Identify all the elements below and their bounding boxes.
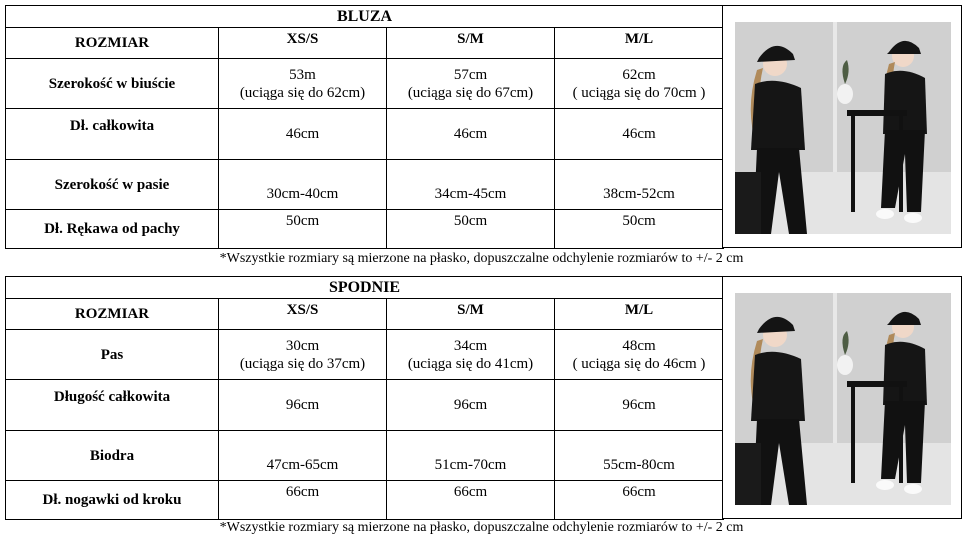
bluza-footnote: *Wszystkie rozmiary są mierzone na płasko, dopuszczalne odchylenie rozmiarów to +/- 2 cm [219, 251, 744, 266]
table-row [6, 59, 724, 109]
spodnie-header-label: ROZMIAR [6, 299, 219, 330]
cell-main-value: 30cm [285, 337, 320, 354]
cell-length-s-m: 96cm [387, 380, 555, 431]
table-row [6, 481, 724, 520]
cell-main-value: 62cm [622, 66, 656, 83]
bluza-photo-cell [722, 5, 962, 248]
cell-sub-value: (uciąga się do 67cm) [407, 84, 534, 101]
table-row [6, 330, 724, 380]
cell-bust-s-m [387, 59, 555, 109]
cell-length-xs-s: 46cm [219, 109, 387, 160]
row-label-waist-width: Szerokość w pasie [6, 160, 219, 210]
bluza-title: BLUZA [6, 6, 724, 28]
table-row [6, 431, 724, 481]
bluza-header-size-m-l: M/L [555, 28, 724, 59]
spodnie-section [5, 276, 961, 519]
table-row [6, 380, 724, 431]
row-label-inseam: Dł. nogawki od kroku [6, 481, 219, 520]
cell-sub-value: ( uciąga się do 70cm ) [572, 84, 706, 101]
product-photo [735, 22, 951, 234]
spodnie-footnote: *Wszystkie rozmiary są mierzone na płasko, dopuszczalne odchylenie rozmiarów to +/- 2 cm [219, 520, 744, 535]
cell-sleeve-xs-s: 50cm [219, 210, 387, 249]
table-row [6, 109, 724, 160]
cell-bust-m-l [555, 59, 724, 109]
cell-sub-value: (uciąga się do 41cm) [407, 355, 534, 372]
cell-sleeve-s-m: 50cm [387, 210, 555, 249]
spodnie-header-size-xs-s: XS/S [219, 299, 387, 330]
row-label-total-length: Długość całkowita [6, 380, 219, 431]
cell-sub-value: ( uciąga się do 46cm ) [572, 355, 706, 372]
model-illustration [735, 22, 951, 234]
cell-sub-value: (uciąga się do 62cm) [239, 84, 366, 101]
cell-length-m-l: 46cm [555, 109, 724, 160]
cell-main-value: 34cm [453, 337, 488, 354]
cell-bust-xs-s [219, 59, 387, 109]
cell-waist-m-l [555, 330, 724, 380]
model-illustration [735, 293, 951, 505]
spodnie-header-size-s-m: S/M [387, 299, 555, 330]
cell-waist-s-m [387, 330, 555, 380]
row-label-bust-width: Szerokość w biuście [6, 59, 219, 109]
spodnie-title: SPODNIE [6, 277, 724, 299]
cell-hips-m-l: 55cm-80cm [555, 431, 724, 481]
bluza-size-table [5, 5, 724, 249]
row-label-sleeve-length: Dł. Rękawa od pachy [6, 210, 219, 249]
cell-waist-m-l: 38cm-52cm [555, 160, 724, 210]
cell-inseam-xs-s: 66cm [219, 481, 387, 520]
bluza-header-size-s-m: S/M [387, 28, 555, 59]
cell-length-m-l: 96cm [555, 380, 724, 431]
cell-waist-xs-s: 30cm-40cm [219, 160, 387, 210]
cell-waist-s-m: 34cm-45cm [387, 160, 555, 210]
table-row [6, 210, 724, 249]
cell-inseam-m-l: 66cm [555, 481, 724, 520]
cell-main-value: 48cm [622, 337, 656, 354]
row-label-waist: Pas [6, 330, 219, 380]
cell-sub-value: (uciąga się do 37cm) [239, 355, 366, 372]
cell-hips-s-m: 51cm-70cm [387, 431, 555, 481]
cell-main-value: 57cm [453, 66, 488, 83]
cell-waist-xs-s [219, 330, 387, 380]
row-label-total-length: Dł. całkowita [6, 109, 219, 160]
cell-inseam-s-m: 66cm [387, 481, 555, 520]
spodnie-size-table [5, 276, 724, 520]
cell-length-s-m: 46cm [387, 109, 555, 160]
product-photo [735, 293, 951, 505]
table-row [6, 160, 724, 210]
spodnie-header-size-m-l: M/L [555, 299, 724, 330]
cell-length-xs-s: 96cm [219, 380, 387, 431]
bluza-section [5, 5, 961, 248]
bluza-header-size-xs-s: XS/S [219, 28, 387, 59]
cell-main-value: 53m [289, 66, 316, 83]
spodnie-photo-cell [722, 276, 962, 519]
row-label-hips: Biodra [6, 431, 219, 481]
bluza-header-label: ROZMIAR [6, 28, 219, 59]
cell-sleeve-m-l: 50cm [555, 210, 724, 249]
cell-hips-xs-s: 47cm-65cm [219, 431, 387, 481]
